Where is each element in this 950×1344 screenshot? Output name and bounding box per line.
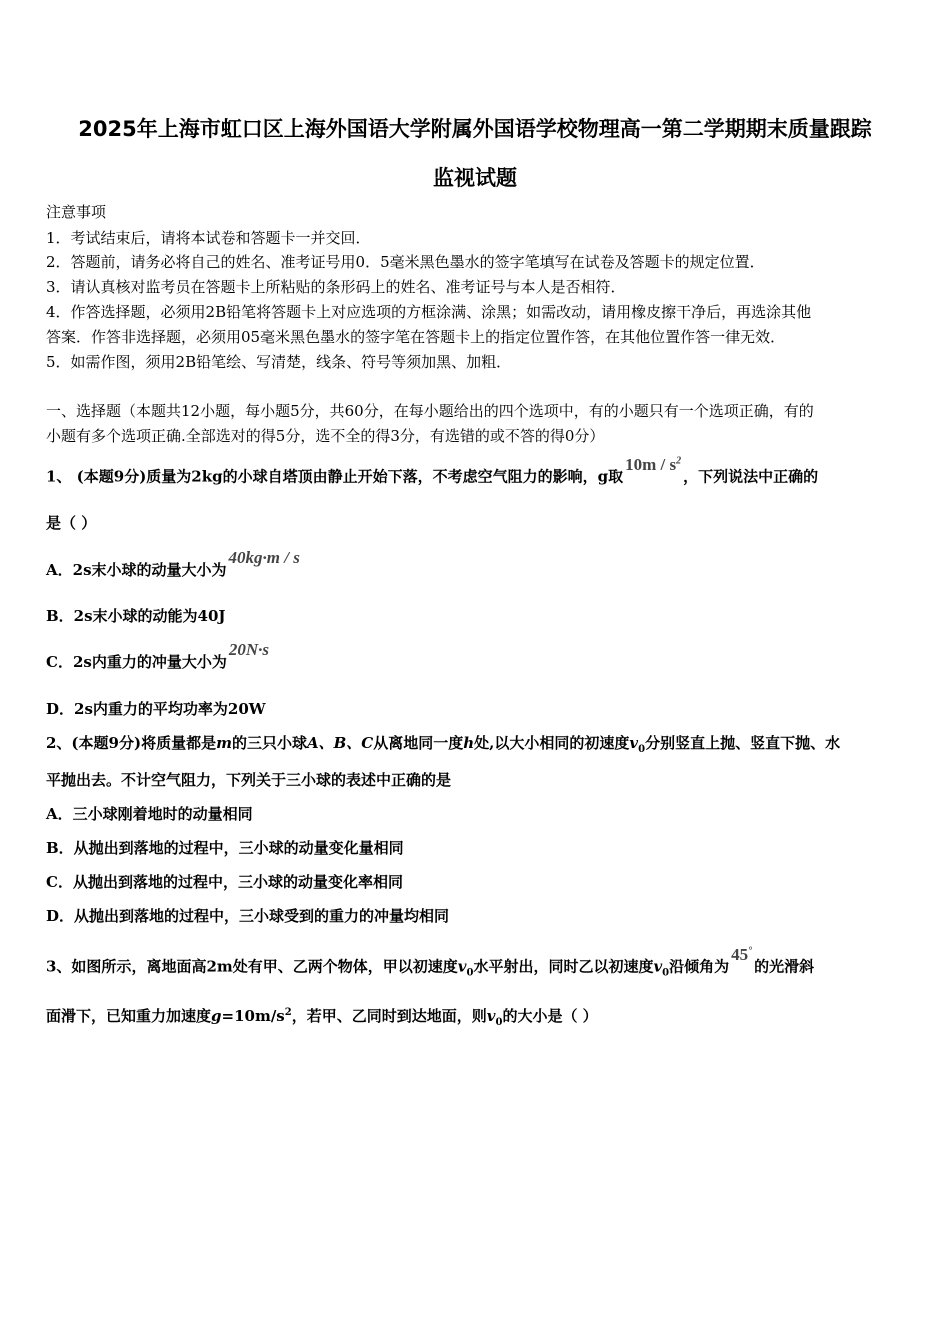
q3-gravity-symbol: g (211, 1007, 222, 1025)
q3-text-6: ，若甲、乙同时到达地面，则 (291, 1007, 487, 1025)
q1-option-a (46, 548, 302, 580)
q1-option-a-text: A．2s末小球的动量大小为 (46, 561, 227, 579)
q3-velocity-subscript-1: 0 (466, 967, 474, 979)
q3-angle-degree: ° (748, 945, 753, 956)
q3-velocity-symbol-1: v (457, 957, 467, 976)
q2-stem-line1 (46, 733, 840, 760)
q2-option-c: C．从抛出到落地的过程中，三小球的动量变化率相同 (46, 873, 403, 891)
notice-item-5: 5．如需作图，须用2B铅笔绘、写清楚，线条、符号等须加黑、加粗． (46, 353, 512, 371)
q3-angle-formula (731, 945, 752, 964)
notice-item-1: 1．考试结束后，请将本试卷和答题卡一并交回． (46, 229, 371, 247)
q3-text-1: 3、如图所示，离地面高2m处有甲、乙两个物体，甲以初速度 (46, 957, 458, 976)
q3-gravity-value: =10m/s (221, 1007, 285, 1025)
q2-balls-symbols: A、B、C (306, 734, 374, 752)
q2-stem-line2: 平抛出去。不计空气阻力，下列关于三小球的表述中正确的是 (46, 771, 452, 789)
q1-option-a-formula: 40kg·m / s (228, 548, 300, 567)
q1-stem-line1 (46, 454, 819, 487)
q2-text-4: 处,以大小相同的初速度 (474, 734, 630, 752)
notice-item-3: 3．请认真核对监考员在答题卡上所粘贴的条形码上的姓名、准考证号与本人是否相符． (46, 278, 626, 296)
q3-velocity-symbol-3: v (486, 1007, 496, 1025)
q2-text-2: 的三只小球 (231, 734, 307, 752)
q3-text-7: 的大小是（ ） (502, 1007, 598, 1025)
q1-option-d: D．2s内重力的平均功率为20W (46, 700, 266, 718)
q2-text-3: 从离地同一度 (373, 734, 464, 752)
q3-gravity-exponent: 2 (284, 1007, 292, 1018)
q2-height-symbol: h (463, 734, 475, 752)
q1-option-c-formula: 20N·s (228, 640, 269, 659)
q3-text-2: 水平射出，同时乙以初速度 (473, 957, 654, 976)
q3-text-3: 沿倾角为 (669, 957, 730, 976)
section1-instructions-line1: 一、选择题（本题共12小题，每小题5分，共60分，在每小题给出的四个选项中，有的小题只有一个选项正确，有的 (46, 402, 814, 420)
q3-velocity-subscript-2: 0 (662, 967, 670, 979)
q1-option-c-text: C．2s内重力的冲量大小为 (46, 653, 227, 671)
q1-stem-text-a: 1、 (本题9分)质量为2kg的小球自塔顶由静止开始下落，不考虑空气阻力的影响，g取 (46, 467, 624, 486)
notice-item-4: 4．作答选择题，必须用2B铅笔将答题卡上对应选项的方框涂满、涂黑；如需改动，请用橡皮擦干净后，再选涂其他 (46, 303, 812, 321)
q2-text-5: 分别竖直上抛、竖直下抛、水 (645, 734, 841, 752)
q2-text-1: 2、(本题9分)将质量都是 (46, 734, 217, 752)
q2-option-d: D．从抛出到落地的过程中，三小球受到的重力的冲量均相同 (46, 907, 450, 925)
notice-item-4-cont: 答案．作答非选择题，必须用05毫米黑色墨水的签字笔在答题卡上的指定位置作答，在其他位置作答一律无效． (46, 328, 786, 346)
q1-g-value: 10m / s (625, 454, 677, 474)
q1-option-b: B．2s末小球的动能为40J (46, 607, 226, 625)
q3-text-4: 的光滑斜 (754, 957, 815, 976)
q3-text-5: 面滑下，已知重力加速度 (46, 1007, 212, 1025)
section1-instructions-line2: 小题有多个选项正确.全部选对的得5分，选不全的得3分，有选错的或不答的得0分） (46, 427, 605, 445)
q1-g-formula (625, 455, 681, 474)
exam-title-line2: 监视试题 (433, 166, 517, 190)
q1-g-exponent: 2 (676, 455, 682, 466)
q3-stem-line1 (46, 944, 815, 984)
q2-velocity-subscript: 0 (638, 744, 646, 755)
q3-velocity-subscript-3: 0 (495, 1017, 503, 1028)
q1-stem-text-b: ，下列说法中正确的 (683, 467, 819, 486)
q3-stem-line2 (46, 1003, 598, 1033)
exam-title-line1: 2025年上海市虹口区上海外国语大学附属外国语学校物理高一第二学期期末质量跟踪 (78, 117, 872, 141)
notice-heading: 注意事项 (46, 203, 107, 221)
q2-mass-symbol: m (216, 734, 232, 752)
notice-item-2: 2．答题前，请务必将自己的姓名、准考证号用0．5毫米黑色墨水的签字笔填写在试卷及答题卡的规定位置． (46, 253, 765, 271)
q2-velocity-symbol: v (629, 734, 639, 752)
q3-angle-value: 45 (731, 944, 749, 964)
q1-option-c (46, 640, 271, 672)
q1-stem-line2: 是（ ） (46, 514, 97, 532)
q2-option-a: A．三小球刚着地时的动量相同 (46, 805, 253, 823)
q2-option-b: B．从抛出到落地的过程中，三小球的动量变化量相同 (46, 839, 404, 857)
q3-velocity-symbol-2: v (653, 957, 663, 976)
